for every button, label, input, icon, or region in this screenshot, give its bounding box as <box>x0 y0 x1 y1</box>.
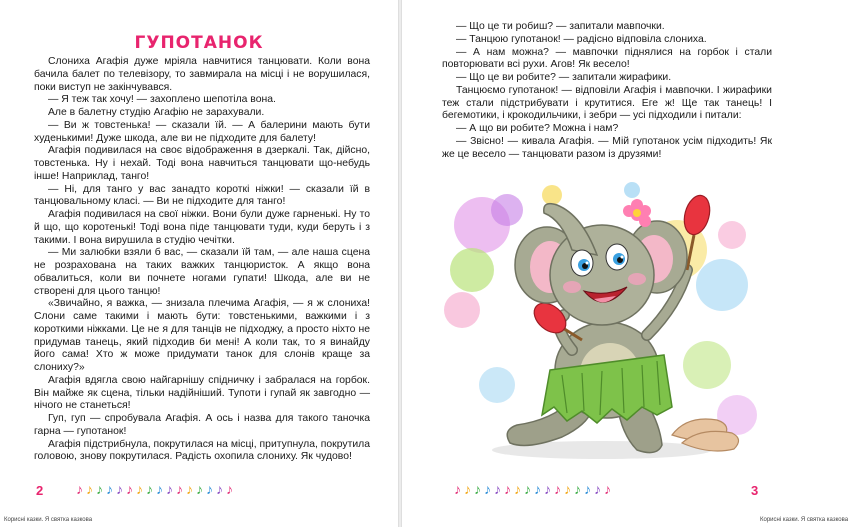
paragraph: — Ні, для танго у вас занадто короткі ніжки! — сказали їй в танцювальному класі. — Ви не підходите для танго! <box>34 183 370 208</box>
story-title: ГУПОТАНОК <box>134 33 264 53</box>
music-note-icon: ♪ <box>206 481 216 497</box>
paragraph: Слониха Агафія дуже мріяла навчитися танцювати. Коли вона бачила балет по телевізору, то завмирала на місці і не ворушилася, поки виступ не закінчувався. <box>34 56 370 93</box>
music-note-icon: ♪ <box>106 481 116 497</box>
music-note-icon: ♪ <box>156 481 166 497</box>
paragraph: «Звичайно, я важка, — знизала плечима Агафія, — я ж слониха! Слони саме такими і мають бути: товстенькими, важкими і з короткими ніжками. Це не я для танців не підходжу, а просто ніхто не придумав танець, який підходив би мені! А коли так, то я винайду його сама! Хто ж може придумати танок для слонів краще за слониху?» <box>34 298 370 373</box>
music-note-icon: ♪ <box>226 481 236 497</box>
right-page <box>402 0 848 527</box>
paragraph: — Я теж так хочу! — захоплено шепотіла вона. <box>48 94 276 106</box>
music-note-icon: ♪ <box>454 481 464 497</box>
music-note-icon: ♪ <box>524 481 534 497</box>
music-note-icon: ♪ <box>76 481 86 497</box>
music-note-icon: ♪ <box>574 481 584 497</box>
paragraph: — Ми залюбки взяли б вас, — сказали їй там, — але наша сцена не розрахована на таких важких танцюристок. А якщо вона обвалиться, коли ви почнете ногами гупати! Шкода, але ви не створені для цього танцю! <box>34 247 370 297</box>
music-note-icon: ♪ <box>116 481 126 497</box>
music-note-icon: ♪ <box>554 481 564 497</box>
music-note-icon: ♪ <box>176 481 186 497</box>
paragraph: — А що ви робите? Можна і нам? <box>456 123 619 134</box>
paragraph: Але в балетну студію Агафію не зарахували. <box>48 107 265 118</box>
paragraph: — А нам можна? — мавпочки піднялися на горбок і стали повторювати всі рухи. Агов! Як весело! <box>442 46 772 71</box>
music-note-icon: ♪ <box>186 481 196 497</box>
music-note-icon: ♪ <box>504 481 514 497</box>
paragraph: Гуп, гуп — спробувала Агафія. А ось і назва для такого таночка гарна — гупотанок! <box>34 413 370 437</box>
paragraph: Агафія вдягла свою найгарнішу спідничку і забралася на горбок. Він майже як сцена, тільки надійніший. Тупоти і гупай як завгодно — нічого не станеться! <box>34 374 370 412</box>
music-note-icon: ♪ <box>126 481 136 497</box>
music-note-icon: ♪ <box>494 481 504 497</box>
music-note-icon: ♪ <box>464 481 474 497</box>
music-note-icon: ♪ <box>604 481 614 497</box>
page-number: 3 <box>751 483 759 498</box>
footer-text: Корисні казки. Я святка казкова <box>760 517 848 523</box>
footer-text: Корисні казки. Я святка казкова <box>4 517 93 523</box>
music-note-icon: ♪ <box>514 481 524 497</box>
music-note-icon: ♪ <box>166 481 176 497</box>
paragraph: Агафія підстрибнула, покрутилася на місці, притупнула, покрутила головою, знову покрутилася. Радість охопила слониху. Як чудово! <box>34 438 370 463</box>
music-notes-decoration <box>76 481 236 497</box>
music-note-icon: ♪ <box>544 481 554 497</box>
dancing-elephant-illustration <box>432 175 772 475</box>
left-story-text <box>34 56 370 464</box>
paragraph: — Звісно! — кивала Агафія. — Мій гупотанок усім підходить! Як же це весело — танцювати разом із друзями! <box>442 135 772 160</box>
right-story-text <box>442 21 772 161</box>
music-note-icon: ♪ <box>96 481 106 497</box>
paragraph: — Що це ви робите? — запитали жирафики. <box>456 72 672 83</box>
music-note-icon: ♪ <box>584 481 594 497</box>
music-note-icon: ♪ <box>196 481 206 497</box>
paragraph: Танцюємо гупотанок! — відповіли Агафія і мавпочки. І жирафики теж стали підстрибувати і крутитися. Еге ж! Ще так танець! І бегемотики, і крокодильчики, і зебри — усі підходили і питали: <box>442 84 772 122</box>
paragraph: — Що це ти робиш? — запитали мавпочки. <box>456 21 665 32</box>
music-note-icon: ♪ <box>136 481 146 497</box>
paragraph: — Ви ж товстенька! — сказали їй. — А балерини мають бути худенькими! Дуже шкода, але ви не підходите для балету! <box>34 119 370 144</box>
music-note-icon: ♪ <box>564 481 574 497</box>
page-number: 2 <box>36 483 44 498</box>
paragraph: Агафія подивилася на свої ніжки. Вони були дуже гарненькі. Ну то й що, що коротенькі! Тоді вона піде танцювати туди, куди беруть і з такими. І вона вирушила в студію чечітки. <box>34 209 370 246</box>
music-note-icon: ♪ <box>474 481 484 497</box>
paragraph: — Танцюю гупотанок! — радісно відповіла слониха. <box>456 33 707 45</box>
music-note-icon: ♪ <box>146 481 156 497</box>
paragraph: Агафія подивилася на своє відображення в дзеркалі. Так, дійсно, товстенька. Ну і нехай. Тоді вона навчиться танцювати що-небудь інше! Наприклад, танго! <box>34 145 370 182</box>
music-note-icon: ♪ <box>484 481 494 497</box>
music-note-icon: ♪ <box>86 481 96 497</box>
left-page <box>0 0 398 527</box>
music-note-icon: ♪ <box>534 481 544 497</box>
music-notes-decoration <box>454 481 614 497</box>
music-note-icon: ♪ <box>216 481 226 497</box>
music-note-icon: ♪ <box>594 481 604 497</box>
